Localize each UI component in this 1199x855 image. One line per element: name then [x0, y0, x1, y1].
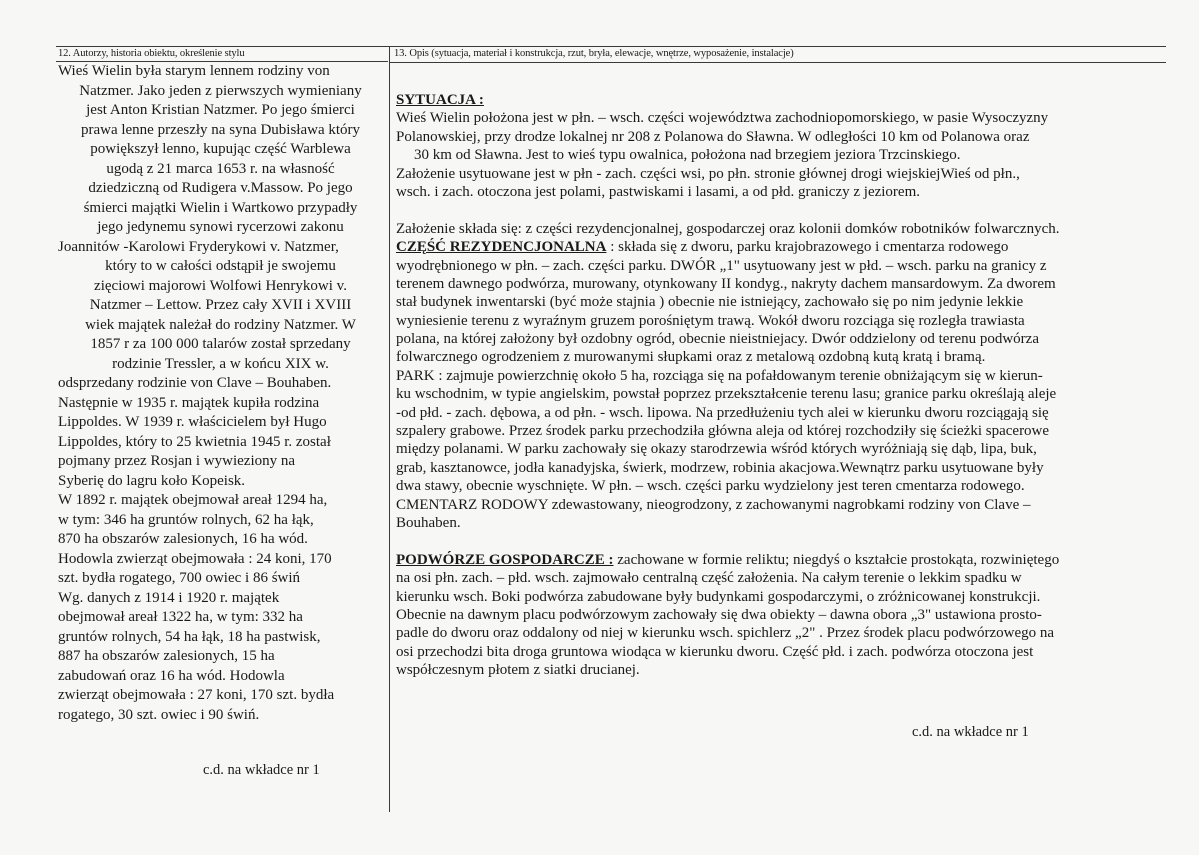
history-line: Hodowla zwierząt obejmowała : 24 koni, 170: [58, 550, 332, 567]
history-line: prawa lenne przeszły na syna Dubisława który: [80, 121, 361, 138]
podworze-line: padle do dworu oraz oddalony od niej w kierunku wsch. spichlerz „2" . Przez środek placu podwórzowego na: [396, 625, 1055, 642]
history-line: zięciowi majorowi Wolfowi Henrykowi v.: [94, 277, 347, 294]
podworze-line: współczesnym płotem z siatki drucianej.: [396, 662, 640, 679]
history-line: ugodą z 21 marca 1653 r. na własność: [106, 160, 335, 177]
park-line: ku wschodnim, w typie angielskim, powstał poprzez przekształcenie terenu lasu; granice parku określają aleje: [396, 386, 1057, 403]
sytuacja-line: Polanowskiej, przy drodze lokalnej nr 208 z Polanowa do Sławna. W odległości 10 km od Polanowa oraz: [396, 128, 1030, 145]
history-line: Wg. danych z 1914 i 1920 r. majątek: [58, 589, 280, 606]
history-line: gruntów rolnych, 54 ha łąk, 18 ha pastwisk,: [58, 628, 321, 645]
history-line: śmierci majątki Wielin i Wartkowo przypadły: [83, 199, 358, 216]
header-rule-right: [390, 62, 1166, 63]
history-line: Lippoldes, który to 25 kwietnia 1945 r. został: [58, 433, 331, 450]
rezydencjonalna-line: polana, na której założony był ozdobny ogród, obecnie nieistniejacy. Dwór oddzielony od terenu podwórza: [396, 331, 1039, 348]
history-line: w tym: 346 ha gruntów rolnych, 62 ha łąk,: [58, 511, 314, 528]
history-line: rogatego, 30 szt. owiec i 90 świń.: [58, 706, 260, 723]
history-line: jego jedynemu synowi rycerzowi zakonu: [97, 219, 344, 235]
park-line: Bouhaben.: [396, 514, 461, 531]
right-column-header: 13. Opis (sytuacja, materiał i konstrukcja, rzut, bryła, elewacje, wnętrze, wyposażenie, instalacje): [394, 48, 794, 59]
top-rule: [56, 46, 1166, 47]
sytuacja-line: Założenie usytuowane jest w płn - zach. części wsi, po płn. stronie głównej drogi wiejskiejWieś od płn.,: [396, 165, 1020, 182]
history-line: 1857 r za 100 000 talarów został sprzedany: [90, 336, 351, 352]
history-line: odsprzedany rodzinie von Clave – Bouhaben.: [58, 375, 332, 391]
history-line: jest Anton Kristian Natzmer. Po jego śmierci: [86, 102, 355, 118]
rezydencjonalna-line: wyniesienie terenu z wyraźnym gruzem porośniętym trawą. Wokół dworu rozciąga się rozległa trawiasta: [396, 312, 1025, 329]
history-line: powiększył lenno, kupując część Warblewa: [90, 141, 351, 157]
sytuacja-line: Wieś Wielin położona jest w płn. – wsch. części województwa zachodniopomorskiego, w pasie Wysoczyzny: [396, 110, 1049, 127]
history-line: 870 ha obszarów zalesionych, 16 ha wód.: [58, 531, 308, 547]
rezydencjonalna-line: terenem dawnego podwórza, murowany, otynkowany II kondyg., nakryty dachem mansardowym. Za dworem: [396, 275, 1056, 292]
podworze-line: osi przechodzi bita droga gruntowa wiodąca w kierunku dworu. Część płd. i zach. podwórza otoczona jest: [396, 643, 1034, 660]
podworze-line: zachowane w formie reliktu; niegdyś o kształcie prostokąta, rozwiniętego: [613, 551, 1060, 568]
sytuacja-heading: SYTUACJA :: [396, 92, 484, 108]
history-line: zabudowań oraz 16 ha wód. Hodowla: [58, 667, 285, 684]
park-line: między polanami. W parku zachowały się okazy starodrzewia wśród których wyróżniają się dąb, lipa, buk,: [396, 441, 1037, 458]
history-line: Wieś Wielin była starym lennem rodziny von: [58, 63, 330, 79]
sytuacja-line: 30 km od Sławna. Jest to wieś typu owalnica, położona nad brzegiem jeziora Trzcinskiego.: [414, 147, 961, 164]
rezydencjonalna-heading: CZĘŚĆ REZYDENCJONALNA: [396, 239, 607, 256]
history-line: rodzinie Tressler, a w końcu XIX w.: [112, 355, 329, 372]
history-line: szt. bydła rogatego, 700 owiec i 86 świń: [58, 570, 301, 586]
history-line: 887 ha obszarów zalesionych, 15 ha: [58, 648, 275, 664]
park-line: dwa stawy, obecnie wyschnięte. W płn. – wsch. części parku wydzielony jest teren cmentarza rodowego.: [396, 478, 1025, 495]
history-line: dziedziczną od Rudigera v.Massow. Po jego: [88, 180, 353, 196]
podworze-line: na osi płn. zach. – płd. wsch. zajmowało centralną część założenia. Na całym terenie o lekkim spadku w: [396, 570, 1022, 587]
right-continuation-note: c.d. na wkładce nr 1: [912, 724, 1029, 740]
history-text: [58, 62, 383, 725]
podworze-line: Obecnie na dawnym placu podwórzowym zachowały się dwa obiekty – dawna obora „3" ustawiona prosto-: [396, 606, 1042, 623]
history-line: W 1892 r. majątek obejmował areał 1294 ha,: [58, 492, 328, 508]
left-column-header: 12. Autorzy, historia obiektu, określenie stylu: [58, 48, 245, 59]
park-line: CMENTARZ RODOWY zdewastowany, nieogrodzony, z zachowanymi nagrobkami rodziny von Clave –: [396, 496, 1031, 513]
history-line: pojmany przez Rosjan i wywieziony na: [58, 453, 296, 469]
left-continuation-note: c.d. na wkładce nr 1: [203, 762, 320, 778]
park-line: szpalery grabowe. Przez środek parku przechodziła główna aleja od której rozchodziły się ścieżki spacerowe: [396, 423, 1050, 440]
rezydencjonalna-line: wyodrębnionego w płn. – zach. części parku. DWÓR „1" usytuowany jest w płd. – wsch. parku na granicy z: [396, 257, 1047, 274]
history-line: który to w całości odstąpił je swojemu: [105, 258, 336, 274]
history-line: obejmował areał 1322 ha, w tym: 332 ha: [58, 609, 303, 625]
history-line: wiek majątek należał do rodziny Natzmer. W: [85, 316, 356, 333]
rezydencjonalna-line: : składa się z dworu, parku krajobrazowego i cmentarza rodowego: [606, 239, 1009, 256]
park-line: -od płd. - zach. dębowa, a od płn. - wsch. lipowa. Na przedłużeniu tych alei w kierunku dworu rozciągają się: [396, 404, 1049, 421]
rezydencjonalna-line: folwarcznego ogrodzeniem z murowanymi słupkami oraz z metalową ozdobną kutą kratą i bramą.: [396, 349, 986, 366]
history-line: Natzmer – Lettow. Przez cały XVII i XVIII: [89, 297, 352, 313]
history-line: Następnie w 1935 r. majątek kupiła rodzina: [58, 394, 320, 411]
history-line: Joannitów -Karolowi Fryderykowi v. Natzmer,: [58, 238, 339, 255]
history-line: Natzmer. Jako jeden z pierwszych wymieniany: [79, 82, 362, 99]
podworze-line: kierunku wsch. Boki podwórza zabudowane były budynkami gospodarczymi, o zróżnicowanej konstrukcji.: [396, 588, 1041, 605]
sytuacja-line: wsch. i zach. otoczona jest polami, pastwiskami i lasami, a od płd. graniczy z jeziorem.: [396, 183, 921, 200]
history-line: zwierząt obejmowała : 27 koni, 170 szt. bydła: [58, 687, 335, 703]
description-text: [396, 91, 1161, 680]
history-line: Lippoldes. W 1939 r. właścicielem był Hugo: [58, 414, 327, 430]
park-line: PARK : zajmuje powierzchnię około 5 ha, rozciąga się na pofałdowanym terenie obniżającym się w kierun-: [396, 367, 1043, 384]
rezydencjonalna-line: stał budynek inwentarski (być może stajnia ) obecnie nie istniejący, zachowało się po nim jedynie lekkie: [396, 294, 1024, 311]
podworze-heading: PODWÓRZE GOSPODARCZE :: [396, 551, 614, 568]
column-divider: [389, 46, 390, 812]
park-line: grab, kasztanowce, jodła kanadyjska, świerk, modrzew, robinia akacjowa.Wewnątrz parku usytuowane były: [396, 459, 1044, 476]
zalozenie-line: Założenie składa się: z części rezydencjonalnej, gospodarczej oraz kolonii domków robotników folwarcznych.: [396, 220, 1060, 237]
history-line: Syberię do lagru koło Kopeisk.: [58, 472, 246, 489]
